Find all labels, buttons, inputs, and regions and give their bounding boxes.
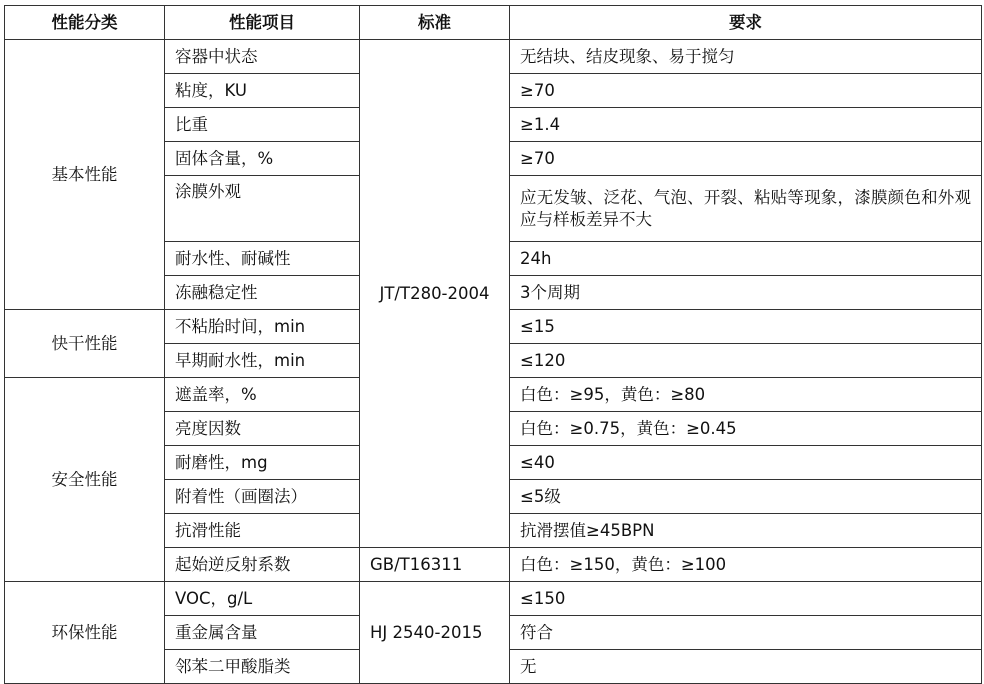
header-standard: 标准 bbox=[360, 6, 510, 40]
requirement-cell: 抗滑摆值≥45BPN bbox=[510, 514, 982, 548]
item-cell: 亮度因数 bbox=[165, 412, 360, 446]
header-category: 性能分类 bbox=[5, 6, 165, 40]
header-requirement: 要求 bbox=[510, 6, 982, 40]
item-cell: 容器中状态 bbox=[165, 40, 360, 74]
requirement-cell: 无结块、结皮现象、易于搅匀 bbox=[510, 40, 982, 74]
standard-jt: JT/T280-2004 bbox=[360, 40, 510, 548]
table-row bbox=[5, 582, 982, 616]
item-cell: 起始逆反射系数 bbox=[165, 548, 360, 582]
requirement-cell: ≥70 bbox=[510, 74, 982, 108]
requirement-cell: 白色：≥95，黄色：≥80 bbox=[510, 378, 982, 412]
item-cell: 固体含量，% bbox=[165, 142, 360, 176]
requirement-cell: ≤15 bbox=[510, 310, 982, 344]
item-cell: VOC，g/L bbox=[165, 582, 360, 616]
requirement-cell: 应无发皱、泛花、气泡、开裂、粘贴等现象，漆膜颜色和外观应与样板差异不大 bbox=[510, 176, 982, 242]
item-cell: 冻融稳定性 bbox=[165, 276, 360, 310]
category-quickdry: 快干性能 bbox=[5, 310, 165, 378]
category-basic: 基本性能 bbox=[5, 40, 165, 310]
item-cell: 涂膜外观 bbox=[165, 176, 360, 242]
item-cell: 不粘胎时间，min bbox=[165, 310, 360, 344]
standard-hj: HJ 2540-2015 bbox=[360, 582, 510, 684]
requirement-cell: ≤40 bbox=[510, 446, 982, 480]
item-cell: 比重 bbox=[165, 108, 360, 142]
category-eco: 环保性能 bbox=[5, 582, 165, 684]
standard-gb: GB/T16311 bbox=[360, 548, 510, 582]
requirement-cell: 白色：≥0.75，黄色：≥0.45 bbox=[510, 412, 982, 446]
performance-spec-table bbox=[4, 5, 982, 684]
item-cell: 早期耐水性，min bbox=[165, 344, 360, 378]
table-row bbox=[5, 40, 982, 74]
category-safety: 安全性能 bbox=[5, 378, 165, 582]
requirement-cell: 白色：≥150，黄色：≥100 bbox=[510, 548, 982, 582]
header-row bbox=[5, 6, 982, 40]
item-cell: 遮盖率，% bbox=[165, 378, 360, 412]
item-cell: 重金属含量 bbox=[165, 616, 360, 650]
item-cell: 抗滑性能 bbox=[165, 514, 360, 548]
item-cell: 粘度，KU bbox=[165, 74, 360, 108]
requirement-cell: ≥1.4 bbox=[510, 108, 982, 142]
requirement-cell: ≥70 bbox=[510, 142, 982, 176]
item-cell: 耐水性、耐碱性 bbox=[165, 242, 360, 276]
requirement-cell: 3个周期 bbox=[510, 276, 982, 310]
requirement-cell: ≤5级 bbox=[510, 480, 982, 514]
header-item: 性能项目 bbox=[165, 6, 360, 40]
requirement-cell: 24h bbox=[510, 242, 982, 276]
requirement-cell: ≤150 bbox=[510, 582, 982, 616]
requirement-cell: 符合 bbox=[510, 616, 982, 650]
item-cell: 附着性（画圈法） bbox=[165, 480, 360, 514]
item-cell: 耐磨性，mg bbox=[165, 446, 360, 480]
requirement-cell: ≤120 bbox=[510, 344, 982, 378]
requirement-cell: 无 bbox=[510, 650, 982, 684]
item-cell: 邻苯二甲酸脂类 bbox=[165, 650, 360, 684]
